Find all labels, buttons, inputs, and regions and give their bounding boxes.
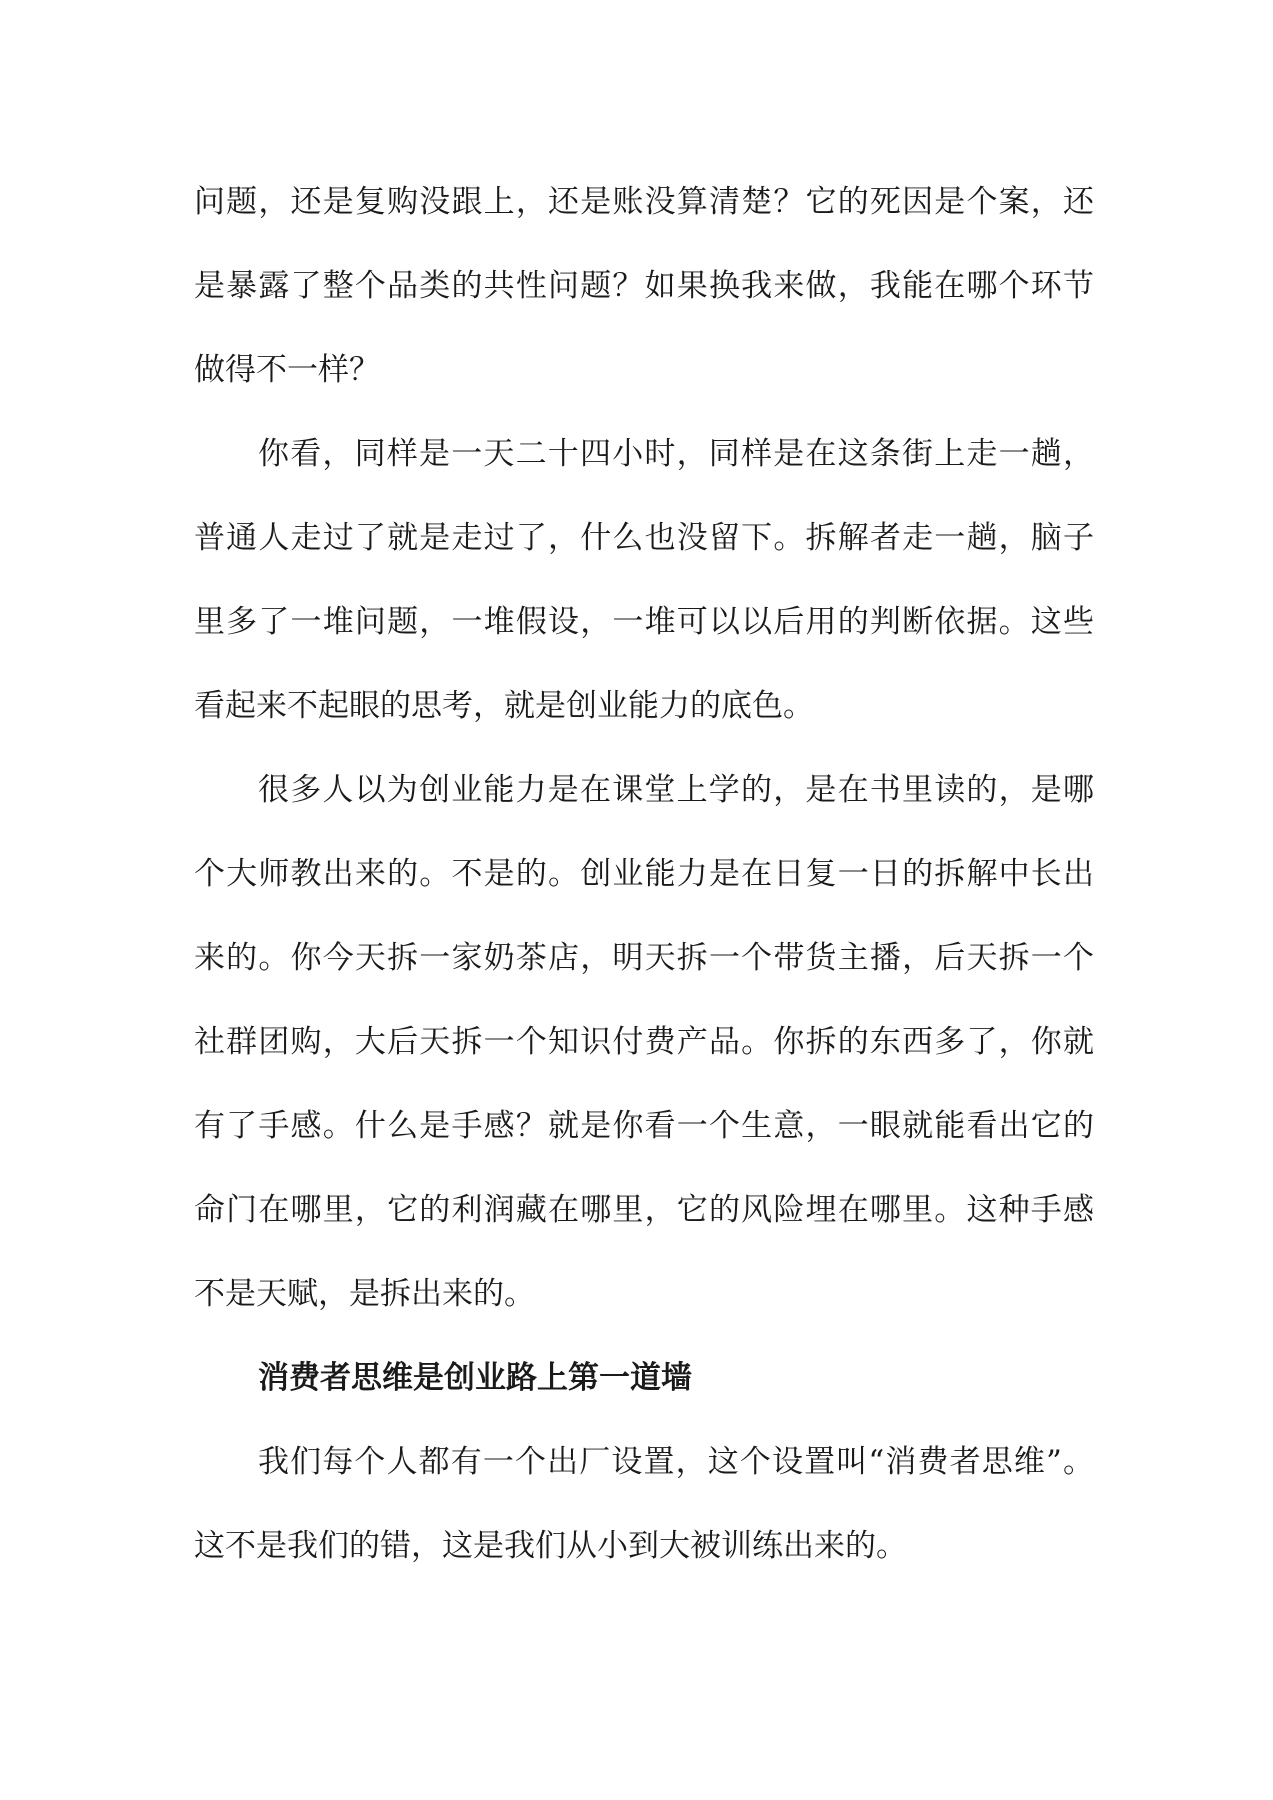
text-line: 是暴露了整个品类的共性问题？如果换我来做，我能在哪个环节 <box>194 268 1094 304</box>
heading-text: 消费者思维是创业路上第一道墙 <box>258 1360 692 1396</box>
text-line: 很多人以为创业能力是在课堂上学的，是在书里读的，是哪 <box>258 772 1094 808</box>
section-heading <box>194 1336 1094 1420</box>
text-line: 来的。你今天拆一家奶茶店，明天拆一个带货主播，后天拆一个 <box>194 940 1094 976</box>
text-line: 个大师教出来的。不是的。创业能力是在日复一日的拆解中长出 <box>194 856 1094 892</box>
text-line: 你看，同样是一天二十四小时，同样是在这条街上走一趟， <box>258 436 1094 472</box>
text-line: 这不是我们的错，这是我们从小到大被训练出来的。 <box>194 1528 907 1564</box>
paragraph-1 <box>194 160 1094 412</box>
text-line: 有了手感。什么是手感？就是你看一个生意，一眼就能看出它的 <box>194 1108 1094 1144</box>
text-line: 命门在哪里，它的利润藏在哪里，它的风险埋在哪里。这种手感 <box>194 1192 1094 1228</box>
text-line: 里多了一堆问题，一堆假设，一堆可以以后用的判断依据。这些 <box>194 604 1094 640</box>
text-line: 不是天赋，是拆出来的。 <box>194 1276 535 1312</box>
text-line: 看起来不起眼的思考，就是创业能力的底色。 <box>194 688 814 724</box>
paragraph-2 <box>194 412 1094 748</box>
body-text <box>194 160 1094 1588</box>
text-line: 做得不一样？ <box>194 352 380 388</box>
paragraph-4 <box>194 1420 1094 1588</box>
text-line: 我们每个人都有一个出厂设置，这个设置叫“消费者思维”。 <box>258 1444 1094 1480</box>
text-line: 问题，还是复购没跟上，还是账没算清楚？它的死因是个案，还 <box>194 184 1094 220</box>
paragraph-3 <box>194 748 1094 1336</box>
text-line: 普通人走过了就是走过了，什么也没留下。拆解者走一趟，脑子 <box>194 520 1094 556</box>
text-line: 社群团购，大后天拆一个知识付费产品。你拆的东西多了，你就 <box>194 1024 1094 1060</box>
